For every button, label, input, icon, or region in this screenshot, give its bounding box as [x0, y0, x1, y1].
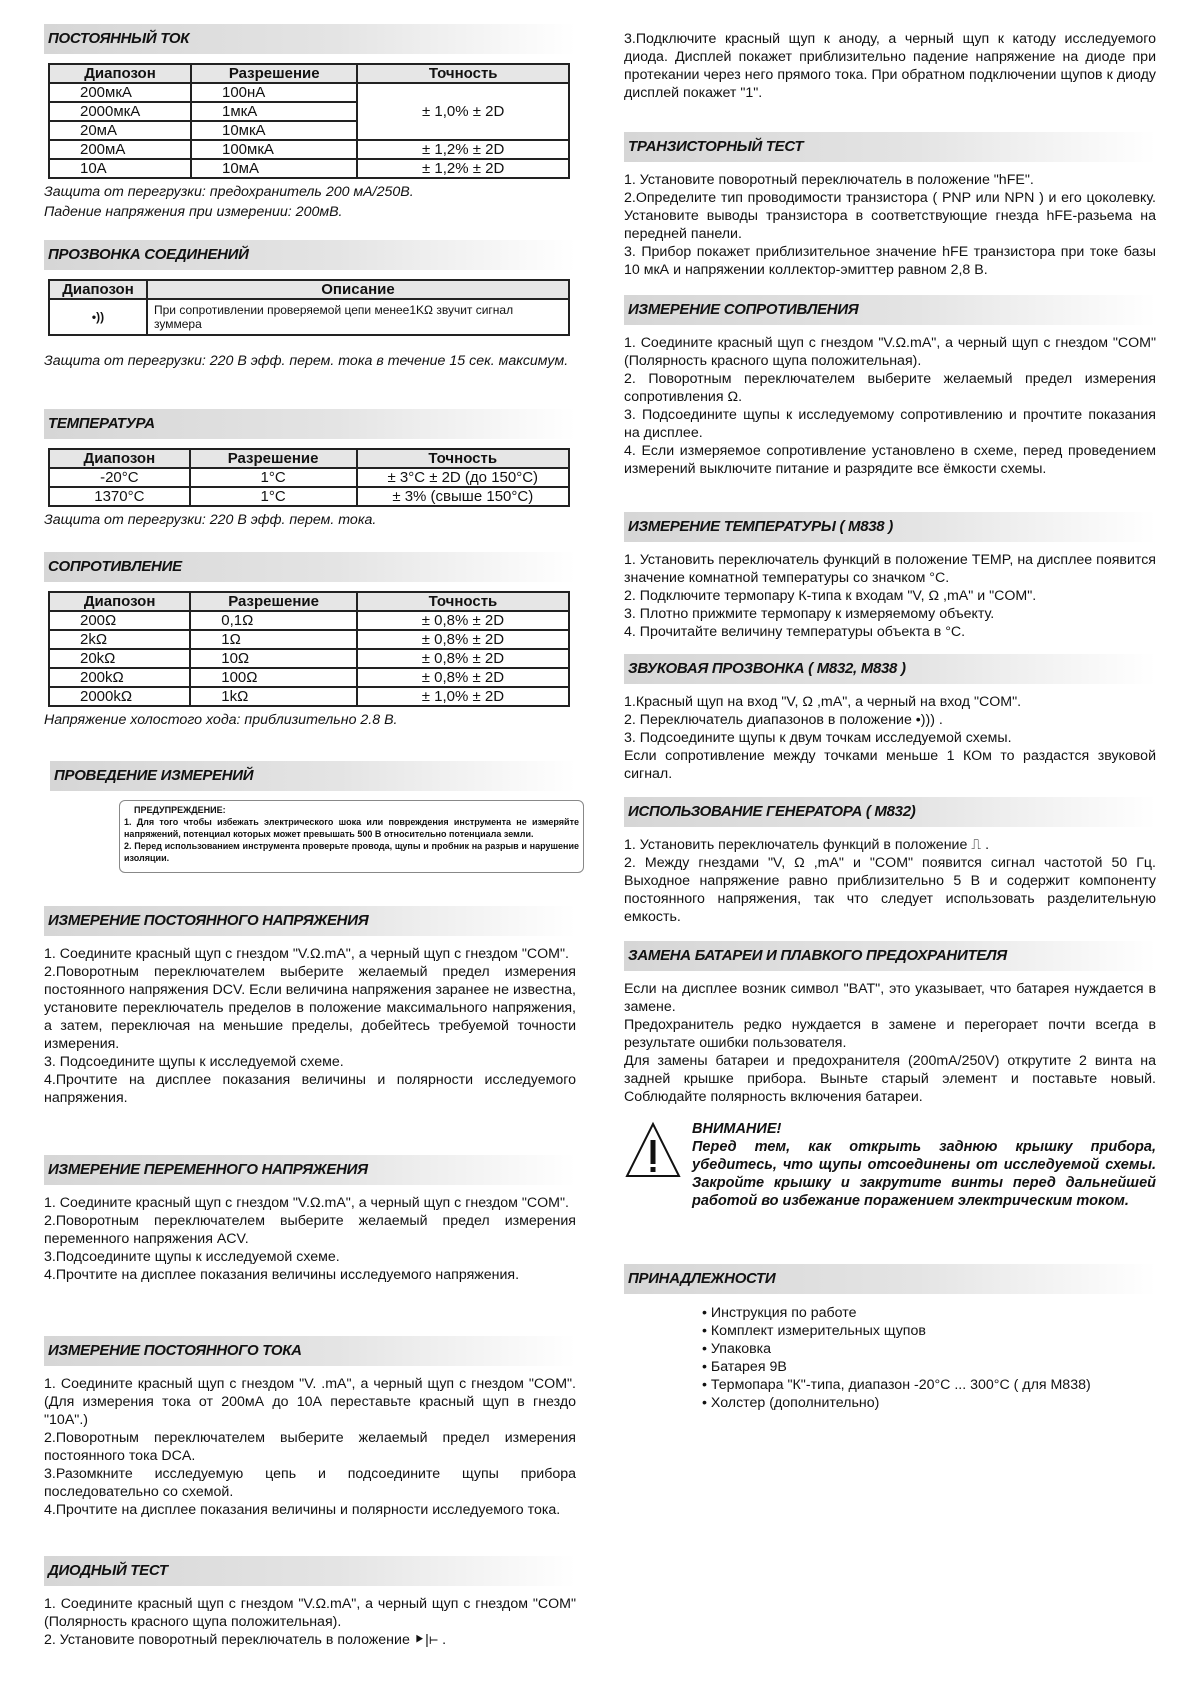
- table-header-row: [49, 592, 569, 611]
- warning-box: [119, 800, 584, 873]
- table-cell: 20kΩ: [49, 649, 190, 668]
- section: [44, 761, 579, 873]
- table-header-row: [49, 64, 569, 83]
- paragraph: 1. Установить переключатель функций в положение TEMP, на дисплее появится значение комнатной температуры со значком °C.: [624, 552, 1156, 586]
- table-header-row: [49, 449, 569, 468]
- paragraph: Предохранитель редко нуждается в замене и перегорает почти всегда в результате ошибки пользователя.: [624, 1017, 1156, 1051]
- section: [44, 552, 576, 731]
- table-cell: 200Ω: [49, 611, 190, 630]
- table-cell: -20°C: [49, 468, 190, 487]
- list-item: • Холстер (дополнительно): [702, 1394, 1156, 1412]
- paragraph: 3. Прибор покажет приблизительное значение hFE транзистора при токе базы 10 мкА и напряжении коллектор-эмиттер равном 2,8 В.: [624, 244, 1156, 278]
- table-cell: 0,1Ω: [190, 611, 357, 630]
- table-cell: ± 3% (свыше 150°C): [357, 487, 569, 506]
- paragraph: 2. Переключатель диапазонов в положение •))) .: [624, 712, 943, 728]
- column-header: Диапозон: [49, 592, 190, 611]
- paragraph: 3.Подключите красный щуп к аноду, а черный щуп к катоду исследуемого диода. Дисплей покажет приблизительно падение напряжение на диоде при протекании через него прямого тока. При обратном подключении щупов к диоду дисплей покажет "1".: [624, 31, 1156, 101]
- note: Защита от перегрузки: 220 В эфф. перем. тока в течение 15 сек. максимум.: [44, 353, 569, 369]
- paragraph: 2. Установите поворотный переключатель в положение ⯈|⊢ .: [44, 1632, 447, 1648]
- paragraph: 4.Прочтите на дисплее показания величины исследуемого напряжения.: [44, 1267, 520, 1283]
- table-cell: 100Ω: [190, 668, 357, 687]
- table-row: [49, 630, 569, 649]
- section: [44, 240, 576, 372]
- paragraph: 3. Подсоедините щупы к исследуемой схеме.: [44, 1054, 344, 1070]
- section: [44, 409, 576, 531]
- column-header: Разрешение: [190, 449, 357, 468]
- paragraph: Для замены батареи и предохранителя (200mA/250V) открутите 2 винта на задней крышке прибора. Выньте старый элемент и поставьте новый. Соблюдайте полярность включения батареи.: [624, 1053, 1156, 1105]
- spec-table: [48, 448, 570, 507]
- section-header: ИЗМЕРЕНИЕ ПОСТОЯННОГО НАПРЯЖЕНИЯ: [44, 906, 576, 936]
- table-cell: 10А: [49, 159, 191, 178]
- warning-item: 2. Перед использованием инструмента проверьте провода, щупы и пробник на разрыв и нарушение изоляции.: [124, 841, 579, 863]
- note: Защита от перегрузки: предохранитель 200 мА/250В.: [44, 184, 414, 200]
- paragraph: 3. Подсоедините щупы к двум точкам исследуемой схемы.: [624, 730, 1012, 746]
- paragraph: 3. Плотно прижмите термопару к измеряемому объекту.: [624, 606, 995, 622]
- section-header: ИЗМЕРЕНИЕ ПЕРЕМЕННОГО НАПРЯЖЕНИЯ: [44, 1155, 576, 1185]
- column-header: Диапозон: [49, 449, 190, 468]
- continuity-table: [48, 279, 570, 336]
- table-cell: 200мА: [49, 140, 191, 159]
- section-header: ИЗМЕРЕНИЕ СОПРОТИВЛЕНИЯ: [624, 295, 1156, 325]
- table-cell: 10мкА: [191, 121, 357, 140]
- accessories-list: [624, 1304, 1156, 1412]
- table-cell: ± 0,8% ± 2D: [357, 611, 569, 630]
- section: [44, 1556, 576, 1649]
- section-header: ИЗМЕРЕНИЕ ТЕМПЕРАТУРЫ ( M838 ): [624, 512, 1156, 542]
- table-cell: 1°C: [190, 468, 357, 487]
- paragraph: 1. Установите поворотный переключатель в положение "hFE".: [624, 172, 1034, 188]
- table-cell: ± 1,2% ± 2D: [357, 159, 569, 178]
- table-row: [49, 487, 569, 506]
- paragraph: 1. Соедините красный щуп с гнездом "V.Ω.mA", а черный щуп с гнездом "COM".: [44, 946, 569, 962]
- paragraph: 2. Между гнездами "V, Ω ,mA" и "COM" появится сигнал частотой 50 Гц. Выходное напряжение равно приблизительно 5 В и содержит компоненту постоянного напряжения, так что следует использовать разделительную емкость.: [624, 855, 1156, 925]
- attention-body: Перед тем, как открыть заднюю крышку прибора, убедитесь, что щупы отсоединены от исследуемой схемы. Закройте крышку и закрутите винты перед дальнейшей работой во избежание поражением электрическим током.: [692, 1139, 1156, 1209]
- table-cell: 1kΩ: [190, 687, 357, 706]
- section-header: ЗАМЕНА БАТАРЕИ И ПЛАВКОГО ПРЕДОХРАНИТЕЛЯ: [624, 941, 1156, 971]
- column-header: Точность: [357, 592, 569, 611]
- column-header: Точность: [357, 449, 569, 468]
- section-header: СОПРОТИВЛЕНИЕ: [44, 552, 576, 582]
- table-row: [49, 687, 569, 706]
- section: [44, 24, 576, 222]
- section-header: ИЗМЕРЕНИЕ ПОСТОЯННОГО ТОКА: [44, 1336, 576, 1366]
- table-cell: ± 0,8% ± 2D: [357, 649, 569, 668]
- paragraph: Если сопротивление между точками меньше 1 КОм то раздастся звуковой сигнал.: [624, 748, 1156, 782]
- table-cell: 100мкА: [191, 140, 357, 159]
- section-header: ИСПОЛЬЗОВАНИЕ ГЕНЕРАТОРА ( M832): [624, 797, 1156, 827]
- warning-title: ПРЕДУПРЕЖДЕНИЕ:: [134, 805, 226, 815]
- paragraph: 3.Разомкните исследуемую цепь и подсоедините щупы прибора последовательно со схемой.: [44, 1466, 576, 1500]
- section: [44, 906, 576, 1107]
- table-row: [49, 83, 569, 102]
- paragraph: 2.Поворотным переключателем выберите желаемый предел измерения переменного напряжения ACV.: [44, 1213, 576, 1247]
- attention-block: [624, 1120, 1156, 1210]
- table-row: [49, 299, 569, 335]
- spec-table: [48, 63, 570, 179]
- table-cell: 2kΩ: [49, 630, 190, 649]
- section: [624, 295, 1156, 478]
- section: [44, 1336, 576, 1519]
- section: [624, 1120, 1156, 1210]
- table-cell: ± 0,8% ± 2D: [357, 630, 569, 649]
- table-cell: 2000kΩ: [49, 687, 190, 706]
- section-header: ПРИНАДЛЕЖНОСТИ: [624, 1264, 1156, 1294]
- list-item: • Упаковка: [702, 1340, 1156, 1358]
- table-cell: 1мкА: [191, 102, 357, 121]
- column-header: Диапозон: [49, 64, 191, 83]
- table-row: [49, 159, 569, 178]
- table-row: [49, 611, 569, 630]
- spec-table: [48, 591, 570, 707]
- list-item: • Комплект измерительных щупов: [702, 1322, 1156, 1340]
- paragraph: Если на дисплее возник символ "BAT", это указывает, что батарея нуждается в замене.: [624, 981, 1156, 1015]
- table-cell: ± 1,2% ± 2D: [357, 140, 569, 159]
- table-cell: ± 0,8% ± 2D: [357, 668, 569, 687]
- paragraph: 2.Определите тип проводимости транзистора ( PNP или NPN ) и его цоколевку. Установите выводы транзистора в соответствующие гнезда hFE-разьема на передней панели.: [624, 190, 1156, 242]
- section: [624, 30, 1156, 102]
- section-header: ПОСТОЯННЫЙ ТОК: [44, 24, 576, 54]
- section: [624, 132, 1156, 279]
- paragraph: 4.Прочтите на дисплее показания величины и полярности исследуемого напряжения.: [44, 1072, 576, 1106]
- table-cell: 20мА: [49, 121, 191, 140]
- paragraph: 1. Соедините красный щуп с гнездом "V.Ω.mA", а черный щуп с гнездом "COM" (Полярность красного щупа положительная).: [624, 335, 1156, 369]
- buzzer-icon: •)): [49, 299, 147, 335]
- table-row: [49, 140, 569, 159]
- attention-text: [692, 1120, 1156, 1210]
- note: Падение напряжения при измерении: 200мВ.: [44, 203, 343, 220]
- section: [624, 1264, 1156, 1412]
- table-row: [49, 468, 569, 487]
- column-header: Описание: [147, 280, 569, 299]
- table-cell: 10мА: [191, 159, 357, 178]
- paragraph: 1. Установить переключатель функций в положение ⎍ .: [624, 837, 990, 853]
- section: [624, 941, 1156, 1106]
- warning-triangle-icon: [624, 1120, 682, 1210]
- section-header: ТРАНЗИСТОРНЫЙ ТЕСТ: [624, 132, 1156, 162]
- table-cell: 1370°C: [49, 487, 190, 506]
- section-header: ЗВУКОВАЯ ПРОЗВОНКА ( M832, M838 ): [624, 654, 1156, 684]
- paragraph: 2. Поворотным переключателем выберите желаемый предел измерения сопротивления Ω.: [624, 371, 1156, 405]
- section: [624, 797, 1156, 926]
- table-row: [49, 649, 569, 668]
- table-cell: ± 1,0% ± 2D: [357, 687, 569, 706]
- column-header: Разрешение: [191, 64, 357, 83]
- table-cell: ± 1,0% ± 2D: [357, 83, 569, 140]
- paragraph: 1. Соедините красный щуп с гнездом "V.Ω.mA", а черный щуп с гнездом "COM" (Полярность красного щупа положительная).: [44, 1596, 576, 1630]
- list-item: • Термопара "К"-типа, диапазон -20°C ... 300°C ( для M838): [702, 1376, 1156, 1394]
- table-cell: ± 3°C ± 2D (до 150°C): [357, 468, 569, 487]
- note: Защита от перегрузки: 220 В эфф. перем. тока.: [44, 512, 377, 528]
- section-header: ДИОДНЫЙ ТЕСТ: [44, 1556, 576, 1586]
- paragraph: 4.Прочтите на дисплее показания величины и полярности исследуемого тока.: [44, 1502, 561, 1518]
- paragraph: 2. Подключите термопару К-типа к входам "V, Ω ,mA" и "COM".: [624, 588, 1037, 604]
- table-cell: 200kΩ: [49, 668, 190, 687]
- paragraph: 1.Красный щуп на вход "V, Ω ,mA", а черный на вход "COM".: [624, 694, 1022, 710]
- section: [624, 654, 1156, 783]
- paragraph: 1. Соедините красный щуп с гнездом "V. .mA", а черный щуп с гнездом "COM". (Для измерения тока от 200мА до 10А переставьте красный щуп в гнездо "10А".): [44, 1376, 576, 1428]
- column-header: Точность: [357, 64, 569, 83]
- table-cell: 200мкА: [49, 83, 191, 102]
- table-cell: 10Ω: [190, 649, 357, 668]
- table-cell: 100нА: [191, 83, 357, 102]
- section: [44, 1155, 576, 1284]
- paragraph: 2.Поворотным переключателем выберите желаемый предел измерения постоянного тока DCA.: [44, 1430, 576, 1464]
- paragraph: 1. Соедините красный щуп с гнездом "V.Ω.mA", а черный щуп с гнездом "COM".: [44, 1195, 569, 1211]
- section-header: ТЕМПЕРАТУРА: [44, 409, 576, 439]
- table-cell: 2000мкА: [49, 102, 191, 121]
- section-header: ПРОЗВОНКА СОЕДИНЕНИЙ: [44, 240, 576, 270]
- table-header-row: [49, 280, 569, 299]
- section: [624, 512, 1156, 641]
- section-header: ПРОВЕДЕНИЕ ИЗМЕРЕНИЙ: [50, 761, 576, 791]
- paragraph: 2.Поворотным переключателем выберите желаемый предел измерения постоянного напряжения DCV. Если величина напряжения заранее не известна, установите переключатель пределов в положение максимального напряжения, а затем, переключая на меньшие пределы, добейтесь требуемой точности измерения.: [44, 964, 576, 1052]
- column-header: Разрешение: [190, 592, 357, 611]
- table-cell: 1°C: [190, 487, 357, 506]
- paragraph: 3.Подсоедините щупы к исследуемой схеме.: [44, 1249, 340, 1265]
- note: Напряжение холостого хода: приблизительно 2.8 В.: [44, 712, 398, 728]
- warning-item: 1. Для того чтобы избежать электрического шока или повреждения инструмента не измеряйте напряжений, потенциал которых может превышать 500 В относительно потенциала земли.: [124, 817, 579, 839]
- description-cell: При сопротивлении проверяемой цепи менее1KΩ звучит сигнал зуммера: [147, 299, 569, 335]
- paragraph: 4. Если измеряемое сопротивление установлено в схеме, перед проведением измерений выключите питание и разрядите все ёмкости схемы.: [624, 443, 1156, 477]
- paragraph: 4. Прочитайте величину температуры объекта в °С.: [624, 624, 966, 640]
- table-row: [49, 668, 569, 687]
- paragraph: 3. Подсоедините щупы к исследуемому сопротивлению и прочтите показания на дисплее.: [624, 407, 1156, 441]
- attention-title: ВНИМАНИЕ!: [692, 1121, 782, 1137]
- table-cell: 1Ω: [190, 630, 357, 649]
- list-item: • Инструкция по работе: [702, 1304, 1156, 1322]
- list-item: • Батарея 9В: [702, 1358, 1156, 1376]
- column-header: Диапозон: [49, 280, 147, 299]
